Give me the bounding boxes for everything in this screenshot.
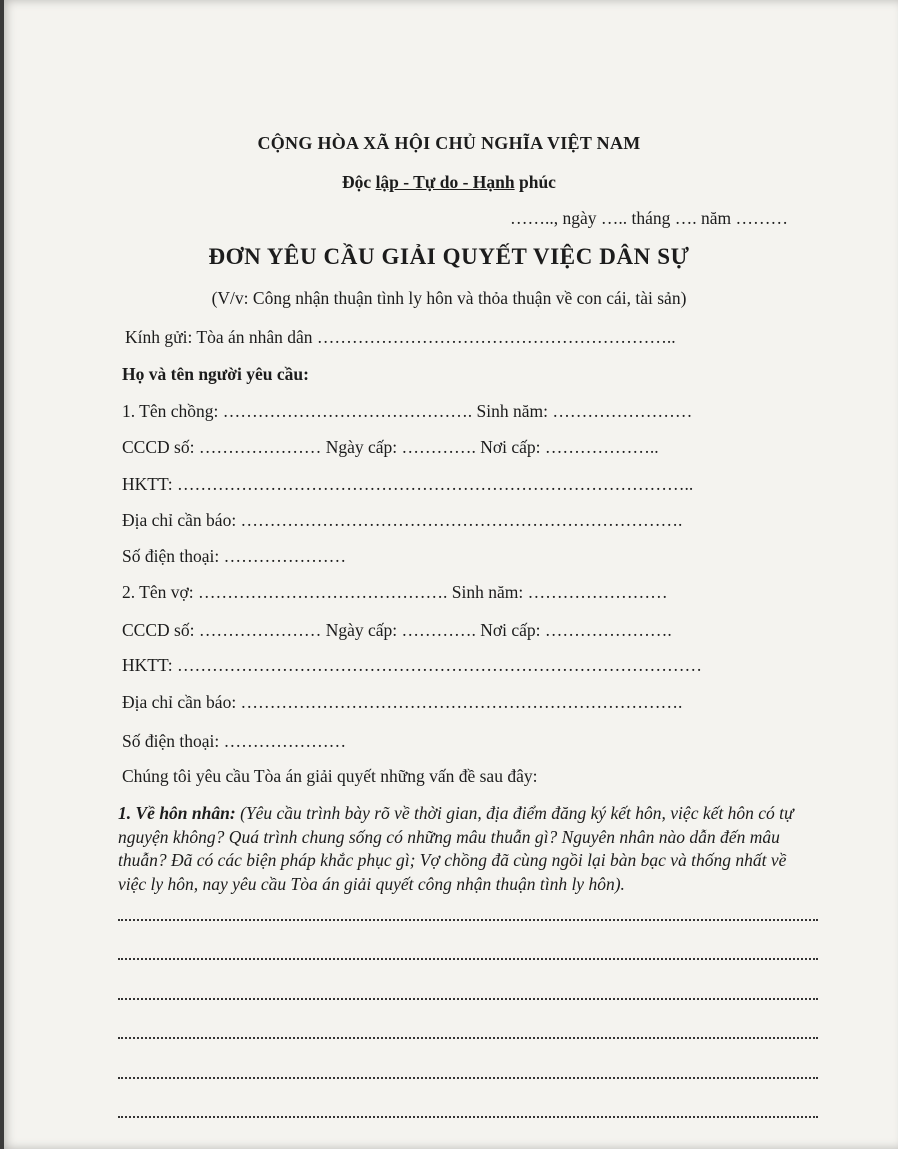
document-title: ĐƠN YÊU CẦU GIẢI QUYẾT VIỆC DÂN SỰ xyxy=(208,244,690,269)
blank-line xyxy=(118,996,818,1000)
wife-residence-line: HKTT: ……………………………………………………………………………… xyxy=(122,655,703,675)
husband-id-line: CCCD số: ………………… Ngày cấp: …………. Nơi cấp: ……………….. xyxy=(122,437,659,457)
blank-line xyxy=(118,1114,818,1118)
requester-heading: Họ và tên người yêu cầu: xyxy=(122,364,309,384)
section1-paragraph xyxy=(118,802,818,896)
blank-line xyxy=(118,917,818,921)
husband-residence-line: HKTT: …………………………………………………………………………….. xyxy=(122,474,694,494)
wife-phone-line: Số điện thoại: ………………… xyxy=(122,731,347,751)
blank-line xyxy=(118,956,818,960)
husband-address-line: Địa chỉ cần báo: …………………………………………………………………. xyxy=(122,510,683,530)
wife-name-line: 2. Tên vợ: ……………………………………. Sinh năm: …………………… xyxy=(122,582,668,602)
motto-underlined: lập - Tự do - Hạnh xyxy=(375,172,515,192)
recipient-line: Kính gửi: Tòa án nhân dân …………………………………………………….. xyxy=(125,327,676,347)
republic-header: CỘNG HÒA XÃ HỘI CHỦ NGHĨA VIỆT NAM xyxy=(257,133,641,153)
section1-heading: 1. Về hôn nhân: xyxy=(118,803,236,823)
motto-last: phúc xyxy=(514,172,556,192)
blank-line xyxy=(118,1075,818,1079)
date-line: …….., ngày ….. tháng …. năm ……… xyxy=(510,208,789,228)
request-intro: Chúng tôi yêu cầu Tòa án giải quyết những vấn đề sau đây: xyxy=(122,766,538,786)
motto-first: Độc xyxy=(342,172,376,192)
wife-id-line: CCCD số: ………………… Ngày cấp: …………. Nơi cấp: …………………. xyxy=(122,620,672,640)
section1-text: (Yêu cầu trình bày rõ về thời gian, địa điểm đăng ký kết hôn, việc kết hôn có tự nguyện không? Quá trình chung sống có những mâu thuẫn gì? Nguyên nhân nào dẫn đến mâu thuẫn? Đã có các biện pháp khắc phục gì; Vợ chồng đã cùng ngồi lại bàn bạc và thống nhất về việc ly hôn, nay yêu cầu Tòa án giải quyết công nhận thuận tình ly hôn). xyxy=(118,803,794,894)
husband-name-line: 1. Tên chồng: ……………………………………. Sinh năm: …………………… xyxy=(122,401,693,421)
blank-line xyxy=(118,1035,818,1039)
national-motto xyxy=(0,172,898,192)
wife-address-line: Địa chỉ cần báo: …………………………………………………………………. xyxy=(122,692,683,712)
document-subtitle: (V/v: Công nhận thuận tình ly hôn và thỏa thuận về con cái, tài sản) xyxy=(211,288,687,308)
husband-phone-line: Số điện thoại: ………………… xyxy=(122,546,347,566)
